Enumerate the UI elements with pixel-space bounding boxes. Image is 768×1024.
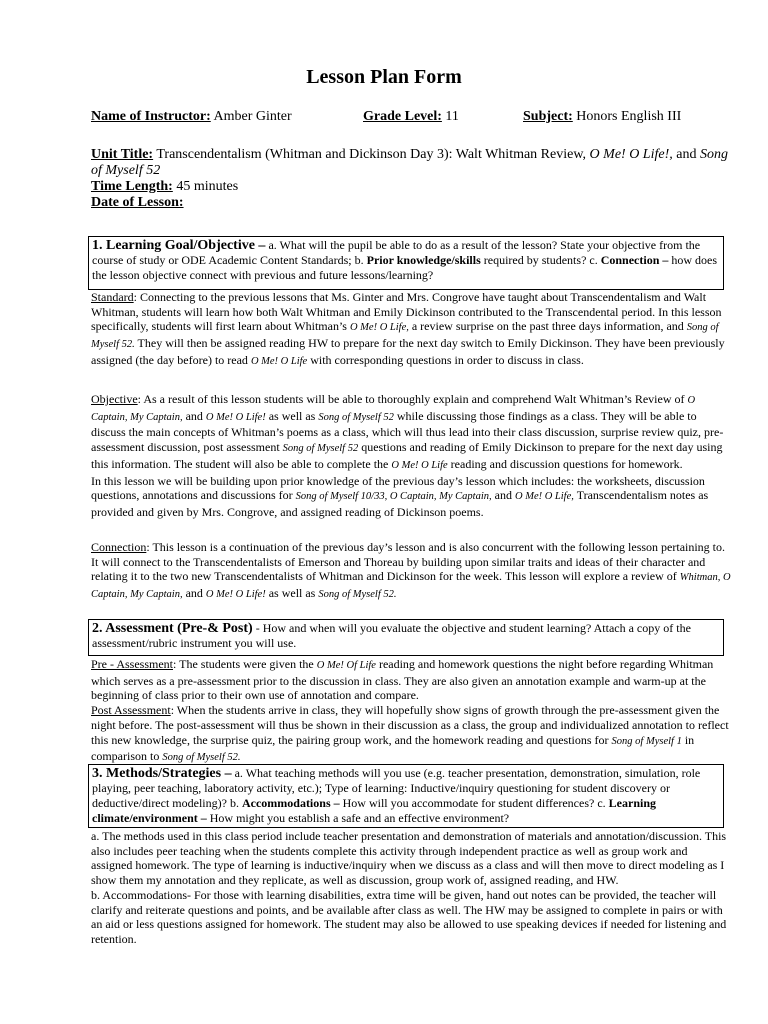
standard-text: a review surprise on the past three days information, and [411, 319, 684, 334]
section-1-question-b: required by students? c. [483, 253, 598, 267]
accommodations-label: Accommodations – [241, 796, 340, 810]
post-assessment-text: : When the students arrive in class, they will hopefully show signs of growth through the pre-assessment given the night before. The post-assessment will thus be shown in their discussion as a class, the group and individualized annotation to reflect this new knowledge, the surprise quiz, the pairing group work, and the homework reading and questions for [91, 703, 729, 747]
section-1-box [88, 236, 724, 290]
prior-knowledge-label: Prior knowledge/skills [366, 253, 481, 267]
standard-text: : Connecting to the previous lessons that Ms. Ginter and Mrs. Congrove have taught about Transcendentalism and Walt Whitman, students will learn how both Walt Whitman and Emily Dickinson contributed to the Transcendental period. In this lesson specifically, students will first learn about Whitman’s [91, 290, 722, 334]
prior-italic: O Me! O Life, [514, 491, 574, 503]
instructor-label: Name of Instructor: [91, 109, 211, 124]
section-3-question-b: How will you accommodate for student differences? c. [342, 796, 606, 810]
connection-paragraph-label: Connection [91, 540, 147, 554]
connection-paragraph [91, 540, 731, 603]
prior-text: and [494, 488, 512, 503]
instructor-field [91, 108, 292, 125]
connection-text: and [185, 586, 203, 601]
page-title: Lesson Plan Form [306, 66, 462, 88]
methods-text-a: a. The methods used in this class period include teacher presentation and demonstration of materials and annotation/discussion. This also includes peer teaching when the students complete this activity through independent practice as well as group work and assigned homework. The type of learning is inductive/inquiry when we discuss as a class and will then move to direct modeling as I show them my annotation and they replicate, as well as discussion, group work of, assigned reading, and HW. [91, 829, 727, 888]
instructor-value: Amber Ginter [213, 109, 292, 124]
subject-label: Subject: [523, 109, 573, 124]
unit-title-and: and [676, 147, 697, 162]
connection-label: Connection – [600, 253, 669, 267]
objective-italic: O Me! O Life [391, 459, 448, 471]
pre-assessment-text: : The students were given the [173, 657, 314, 671]
pre-assessment-label: Pre - Assessment [91, 657, 173, 671]
grade-value: 11 [445, 109, 459, 124]
unit-title-label: Unit Title: [91, 147, 154, 162]
grade-label: Grade Level: [363, 109, 442, 124]
standard-italic: Song of Myself 52. [91, 322, 719, 351]
section-3-question-c: How might you establish a safe and an effective environment? [209, 811, 510, 825]
time-length-label: Time Length: [91, 179, 173, 194]
standard-text: with corresponding questions in order to discuss in class. [310, 352, 584, 367]
prior-text: In this lesson we will be building upon prior knowledge of the previous day’s lesson which includes: the worksheets, discussion questions, annotations and discussions for [91, 473, 705, 503]
subject-value: Honors English III [576, 109, 682, 124]
objective-text: questions and reading of Emily Dickinson to prepare for the next day using this information. The student will also be able to complete the [91, 440, 723, 471]
standard-label: Standard [91, 290, 134, 304]
unit-title-italic-2: Song of Myself 52 [91, 147, 728, 178]
section-3-box [88, 764, 724, 828]
date-of-lesson [91, 195, 731, 211]
assessment-paragraph [91, 657, 731, 766]
post-assessment-label: Post Assessment [91, 703, 171, 718]
objective-text: as well as [268, 408, 316, 423]
unit-title-text: Transcendentalism (Whitman and Dickinson Day 3): Walt Whitman Review, [156, 147, 587, 162]
grade-field [363, 108, 459, 125]
date-of-lesson-label: Date of Lesson: [91, 195, 184, 210]
objective-italic: O Captain, My Captain, [91, 395, 696, 423]
objective-text: while discussing those findings as a class. They will be able to discuss the main concepts of Whitman’s poems as a class, which will thus lead into their class discussion, surprise review quiz, pre-assessment discussion, post assessment [91, 408, 724, 455]
section-1-question-c: how does the lesson objective connect with previous and future lessons/learning? [92, 253, 718, 282]
objective-text: and [185, 408, 203, 423]
prior-text: Transcendentalism notes as provided and given by Mrs. Congrove, and assigned reading of Dickinson poems. [91, 488, 709, 519]
objective-text: : As a result of this lesson students will be able to thoroughly explain and comprehend Walt Whitman’s Review of [137, 392, 685, 406]
connection-italic: Whitman, O Captain, My Captain, [91, 572, 731, 601]
post-assessment-text: in comparison to [91, 732, 695, 764]
unit-title-italic: O Me! O Life!, [589, 147, 673, 162]
objective-text: reading and discussion questions for homework. [450, 456, 683, 471]
section-1-heading: 1. Learning Goal/Objective – [92, 238, 266, 253]
objective-paragraph [91, 392, 731, 520]
unit-info [91, 147, 731, 211]
objective-italic: Song of Myself 52 [282, 443, 359, 455]
connection-text: : This lesson is a continuation of the previous day’s lesson and is also concurrent with the following lesson pertaining to. It will connect to the Transcendentalists of Emerson and Thoreau by building upon similar traits and ideas of their character and relating it to the two new Transcendentalists of Whitman and Dickinson for the week. This lesson will explore a review of [91, 540, 726, 584]
standard-text: They will then be assigned reading HW to prepare for the next day switch to Emily Dickinson. They have been previously assigned (the day before) to read [91, 336, 725, 367]
standard-italic: O Me! O Life [250, 355, 308, 367]
time-length [91, 179, 731, 195]
connection-italic: Song of Myself 52. [318, 589, 397, 601]
learning-climate-label: Learning climate/environment – [92, 796, 656, 825]
standard-paragraph [91, 290, 731, 370]
connection-text: as well as [268, 586, 316, 601]
subject-field [523, 108, 681, 125]
objective-italic: O Me! O Life! [205, 411, 266, 423]
objective-label: Objective [91, 392, 138, 406]
post-assessment-italic: Song of Myself 52. [162, 752, 241, 764]
objective-italic: Song of Myself 52 [318, 411, 394, 423]
post-assessment-italic: Song of Myself 1 [611, 735, 682, 747]
section-1-question-a: a. What will the pupil be able to do as a result of the lesson? State your objective from the course of study or ODE Academic Content Standards; b. [92, 238, 701, 267]
methods-text-b: b. Accommodations- For those with learning disabilities, extra time will be given, hand out notes can be provided, the teacher will clarify and reiterate questions and points, and be available after class as well. The HW may be assigned to complete in pairs or with an aid or less questions assigned for homework. The student may also be allowed to use speaking devices if needed for listening and retention. [91, 887, 727, 946]
section-2-box [88, 619, 724, 656]
section-2-heading: 2. Assessment (Pre-& Post) [92, 621, 253, 636]
methods-paragraph [91, 829, 731, 947]
pre-assessment-text: reading and homework questions the night before regarding Whitman which serves as a pre-assessment prior to the discussion in class. They are also given an annotation example and warm-up at the beginning of class prior to their own use of annotation and compare. [91, 657, 714, 703]
connection-italic: O Me! O Life! [205, 589, 266, 601]
section-3-question-a: a. What teaching methods will you use (e.g. teacher presentation, demonstration, simulation, role playing, peer teaching, laboratory activity, etc.); Type of learning: Inductive/inquiry questioning for student discovery or deductive/direct modeling)? b. [92, 766, 701, 810]
standard-italic: O Me! O Life, [349, 322, 409, 334]
pre-assessment-italic: O Me! Of Life [316, 660, 376, 671]
time-length-value: 45 minutes [176, 179, 239, 194]
unit-title [91, 147, 731, 179]
section-3-heading: 3. Methods/Strategies – [92, 766, 232, 781]
section-2-question: - How and when will you evaluate the objective and student learning? Attach a copy of the assessment/rubric instrument you will use. [92, 621, 691, 650]
prior-italic: Song of Myself 10/33, O Captain, My Captain, [295, 491, 492, 503]
